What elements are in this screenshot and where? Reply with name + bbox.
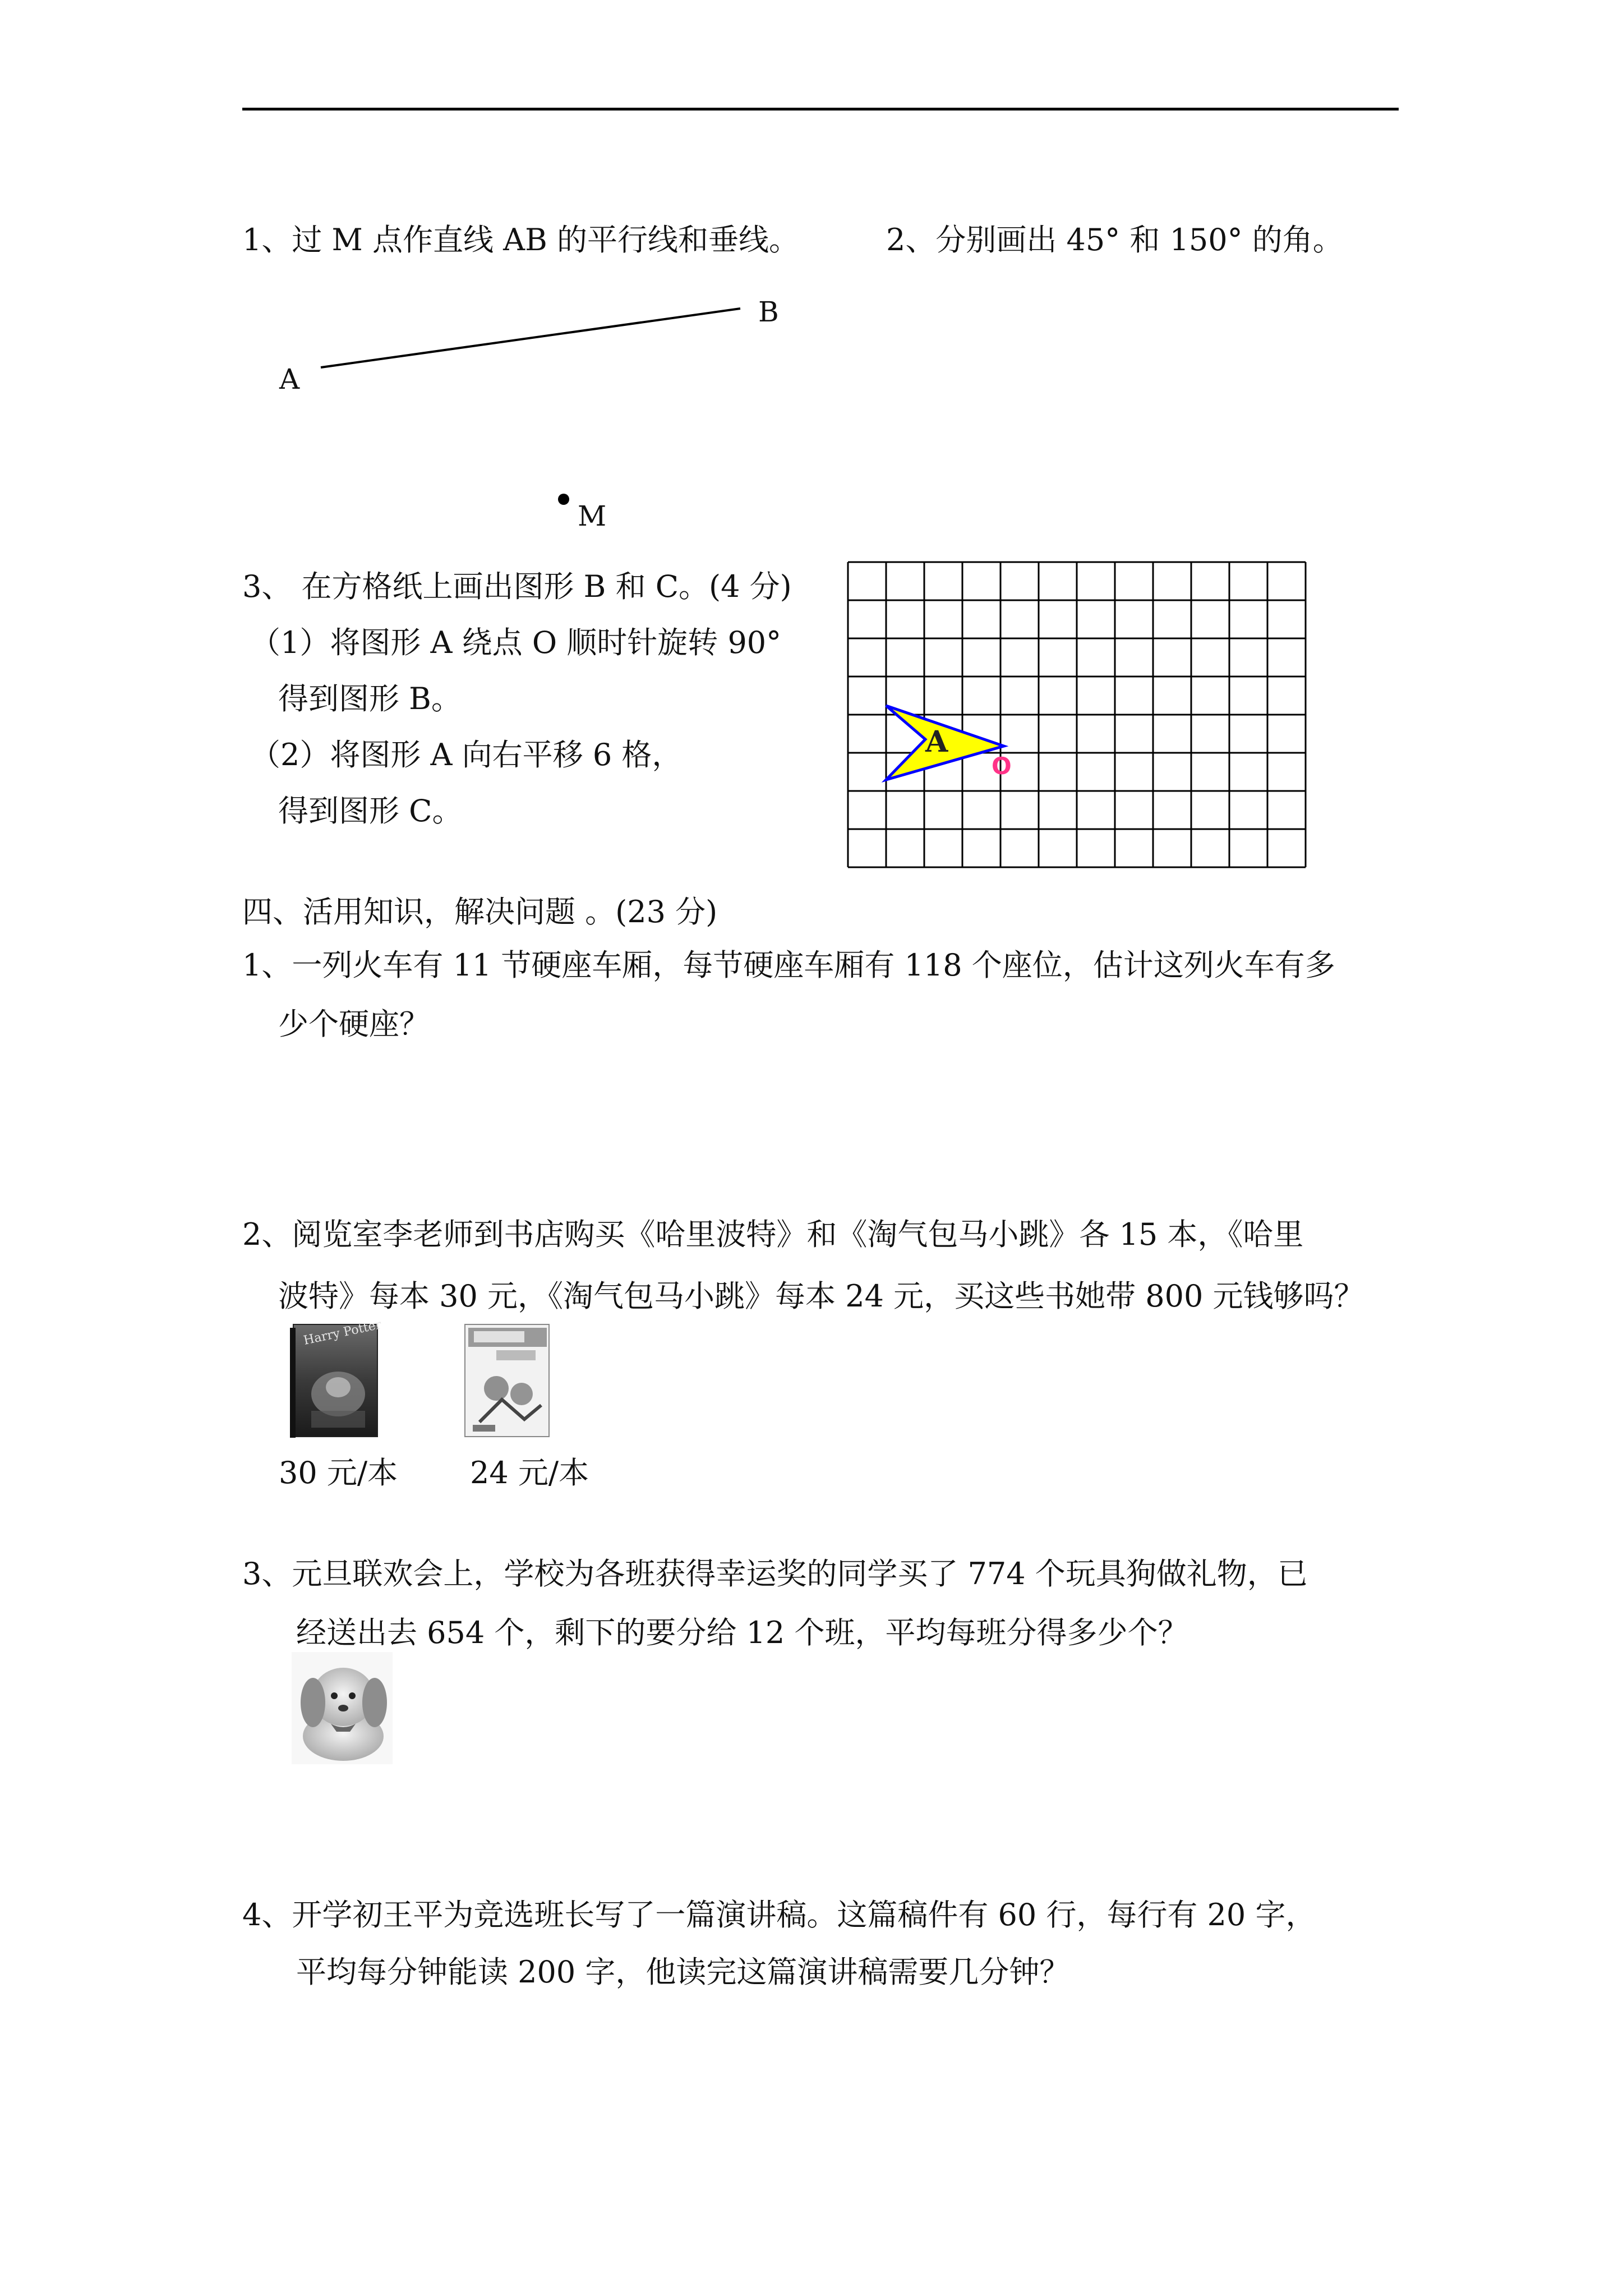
dog-right-ear [362,1678,387,1727]
question-4-3-cont: 经送出去 654 个，剩下的要分给 12 个班，平均每班分得多少个？ [296,1615,1188,1650]
question-4-1: 1、一列火车有 11 节硬座车厢，每节硬座车厢有 118 个座位，估计这列火车有多 [242,947,1335,983]
label-a: A [279,363,300,395]
dog-eye-right [349,1692,356,1699]
question-3-3-sub1-cont: 得到图形 B。 [278,681,462,716]
question-3-3-sub2: （2）将图形 A 向右平移 6 格， [250,737,683,772]
question-3-3-sub2-cont: 得到图形 C。 [278,793,463,829]
dog-left-ear [301,1678,325,1727]
toy-dog-image [292,1652,393,1764]
shape-a-label: A [925,725,948,759]
question-3-1: 1、过 M 点作直线 AB 的平行线和垂线。 [242,222,799,257]
question-4-4-cont: 平均每分钟能读 200 字，他读完这篇演讲稿需要几分钟？ [296,1954,1070,1990]
dog-eye-left [331,1692,338,1699]
price-label-2: 24 元/本 [470,1455,589,1490]
dog-nose [338,1705,348,1711]
book-spine [290,1328,296,1438]
question-4-2: 2、阅览室李老师到书店购买《哈里波特》和《淘气包马小跳》各 15 本，《哈里 [242,1217,1304,1252]
book-illustration [484,1376,509,1401]
question-3-3-title: 3、 在方格纸上画出图形 B 和 C。(4 分) [242,569,792,604]
line-ab-diagram [0,0,1623,561]
grid-lines [848,562,1306,867]
label-b: B [758,296,779,328]
question-4-4: 4、开学初王平为竞选班长写了一篇演讲稿。这篇稿件有 60 行，每行有 20 字， [242,1897,1316,1932]
question-3-2: 2、分别画出 45° 和 150° 的角。 [886,222,1343,257]
line-ab [321,309,740,367]
question-3-3-sub1: （1）将图形 A 绕点 O 顺时针旋转 90° [250,625,782,660]
point-o-label: O [992,752,1012,780]
question-4-1-cont: 少个硬座？ [278,1006,430,1042]
point-m [558,494,569,505]
mischievous-boy-book-image [463,1321,561,1442]
harry-potter-book-image [289,1318,387,1442]
section-4-heading: 四、活用知识，解决问题 。(23 分) [242,894,718,930]
label-m: M [578,500,607,532]
book-title-text: Harry Potter [302,1318,383,1348]
question-4-2-cont: 波特》每本 30 元，《淘气包马小跳》每本 24 元，买这些书她带 800 元钱够吗？ [278,1278,1364,1314]
question-4-3: 3、元旦联欢会上，学校为各班获得幸运奖的同学买了 774 个玩具狗做礼物，已 [242,1556,1308,1591]
price-label-1: 30 元/本 [279,1455,398,1490]
grid-paper [841,555,1346,869]
